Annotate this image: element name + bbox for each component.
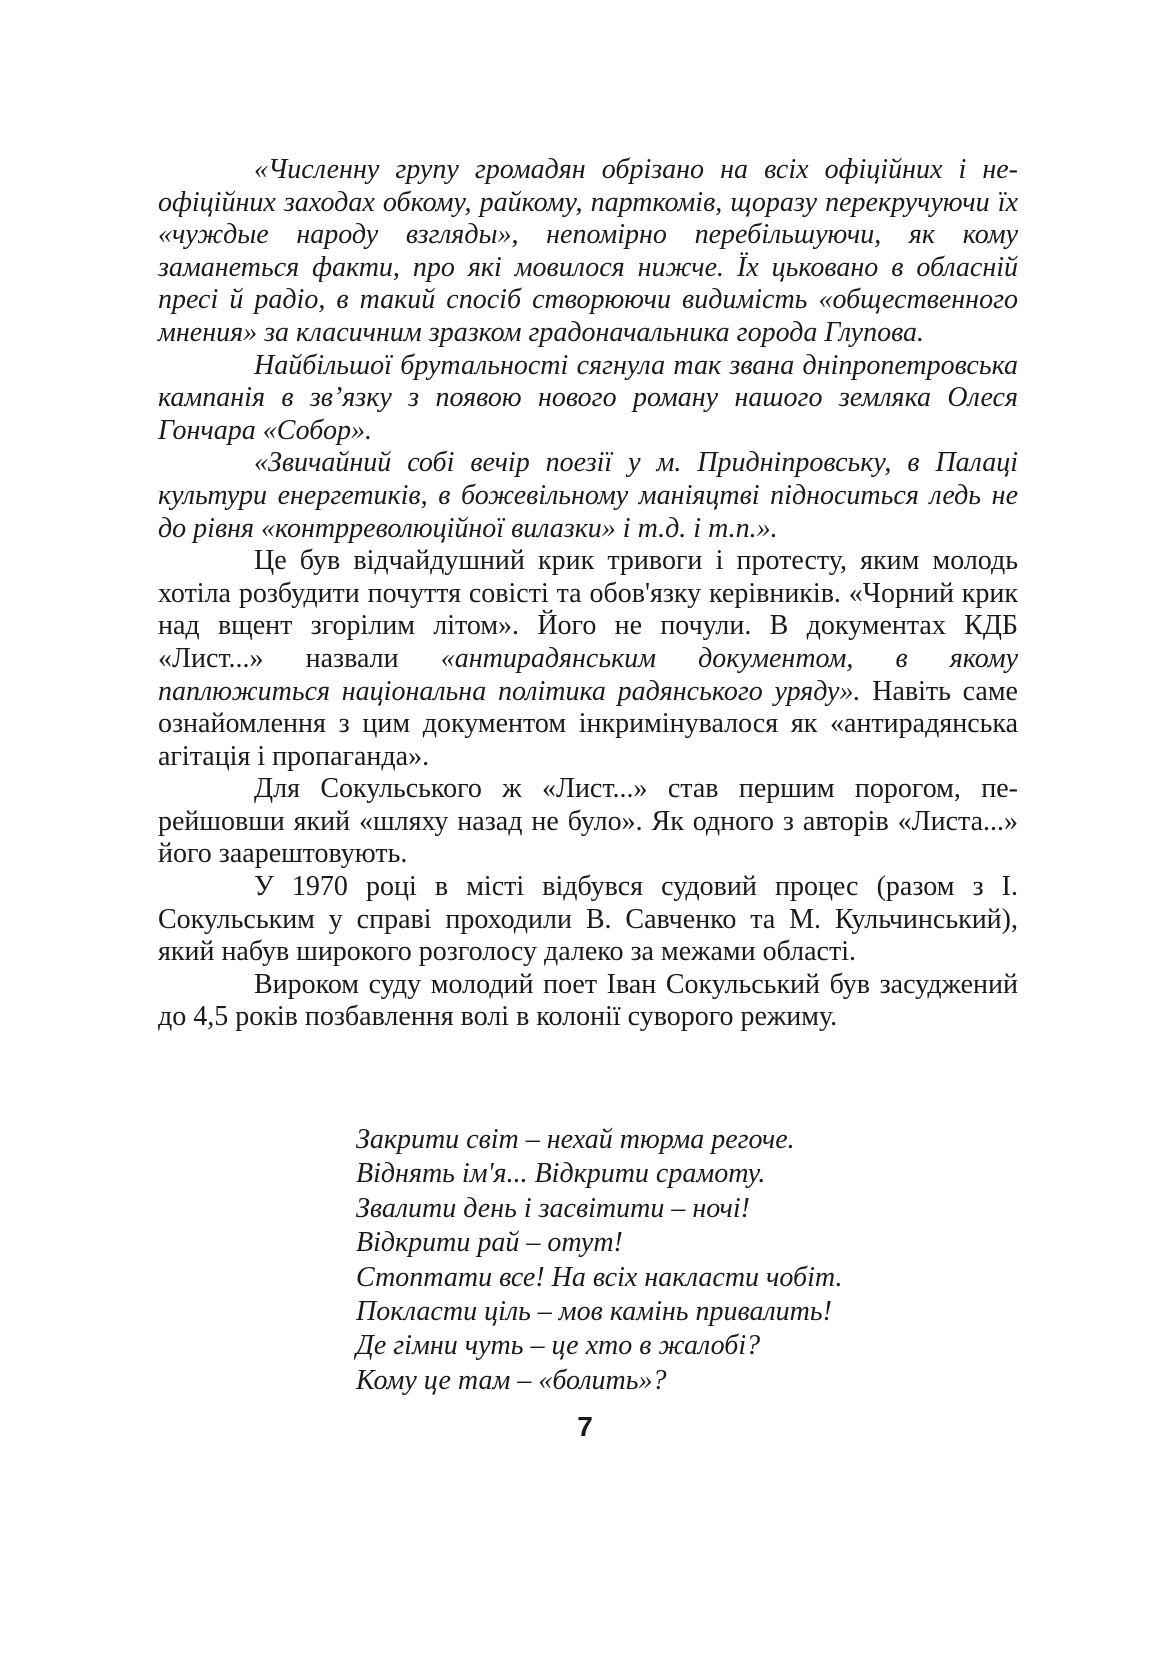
poem-line: Відкрити рай – отут! xyxy=(356,1227,623,1259)
paragraph-protest xyxy=(158,545,1018,773)
paragraph-sentence: Вироком суду молодий поет Іван Сокульський був засуджений до 4,5 років позбавлення волі в колонії суворого режиму. xyxy=(158,968,1018,1033)
poem-stanza xyxy=(356,1123,842,1398)
poem-line: Кому це там – «болить»? xyxy=(356,1364,667,1396)
poem-line: Стоптати все! На всіх накласти чобіт. xyxy=(356,1261,843,1293)
paragraph-quote-1: «Численну групу громадян обрізано на всіх офіційних і неофіційних заходах обкому, райкому, парткомів, щоразу перекручуючи їх «чуждые народу взгляды», непомірно перебільшуючи, як кому заманеться факти, про які мовилося нижче. Їх цьковано в обласній пресі й радіо, в такий спосіб створюючи видимість «общественного мнения» за класичним зразком градоначальника города Глупова. xyxy=(158,154,1018,348)
poem-line: Закрити світ – нехай тюрма регоче. xyxy=(356,1124,795,1155)
page-number: 7 xyxy=(577,1411,593,1442)
paragraph-quote-2: Найбільшої брутальності сягнула так звана дніпропетровська кампанія в зв’язку з появою нового роману нашого земляка Олеся Гончара «Собор». xyxy=(158,349,1018,446)
paragraph-protest-run-3: Навіть саме ознайомлення з цим документом інкримінувалося як «антирадянська агітація і пропаганда». xyxy=(158,675,1018,772)
page-body xyxy=(158,154,1018,1034)
poem-line: Покласти ціль – мов камінь привалить! xyxy=(356,1296,832,1328)
paragraph-protest-run-1: Це був відчайдушний крик тривоги і протесту, яким молодь хотіла розбудити почуття совісті та обов'язку керівників. «Чорний крик над вщент згорілим літом». Його не почули. В документах КДБ «Лист...» назвали xyxy=(158,545,1018,674)
paragraph-arrest: Для Сокульського ж «Лист...» став першим порогом, перейшовши який «шляху назад не було». Як одного з авторів «Листа...» його заарештовують. xyxy=(158,773,1018,870)
paragraph-protest-run-italic: «антирадянським документом, в якому паплюжиться національна політика радянського уряду». xyxy=(158,642,1018,707)
paragraph-quote-3: «Звичайний собі вечір поезії у м. Придніпровську, в Палаці культури енергетиків, в божевільному маніяцтві підноситься ледь не до рівня «контрреволюційної вилазки» і т.д. і т.п.». xyxy=(158,447,1018,544)
poem-line: Віднять ім'я... Відкрити срамоту. xyxy=(356,1158,766,1190)
poem-line: Де гімни чуть – це хто в жалобі? xyxy=(356,1330,761,1362)
paragraph-trial: У 1970 році в місті відбувся судовий процес (разом з І. Сокульським у справі проходили В. Савченко та М. Кульчинський), який набув широкого розголосу далеко за межами області. xyxy=(158,871,1018,968)
poem-line: Звалити день і засвітити – ночі! xyxy=(356,1192,750,1224)
